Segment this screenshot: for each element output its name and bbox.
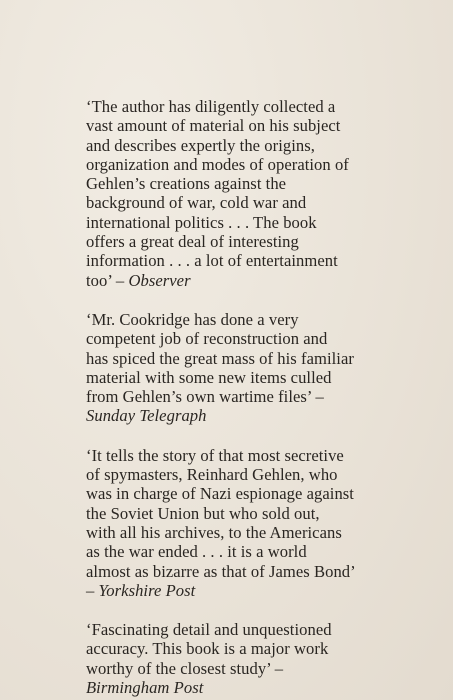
quote-line: material with some new items culled [86,367,332,387]
quote-closing-text: – [86,580,99,600]
review-quote-sunday-telegraph [86,310,435,426]
quote-line: vast amount of material on his subject [86,116,341,136]
quote-line: offers a great deal of interesting [86,232,299,252]
quote-line: from Gehlen’s own wartime files’ – [86,387,324,407]
quote-line: organization and modes of operation of [86,154,349,174]
quote-line: the Soviet Union but who sold out, [86,503,320,523]
quote-line: Gehlen’s creations against the [86,174,287,194]
quote-line: background of war, cold war and [86,193,307,213]
quote-source: Birmingham Post [86,678,204,698]
quote-attribution-line [86,581,435,600]
quote-line: ‘The author has diligently collected a [86,97,336,116]
review-quote-birmingham-post [86,620,435,697]
quote-line: accuracy. This book is a major work [86,639,329,659]
quote-source: Yorkshire Post [98,580,196,600]
quote-line: international politics . . . The book [86,212,317,232]
quote-line: ‘Fascinating detail and unquestioned [86,620,332,640]
quote-line: of spymasters, Reinhard Gehlen, who [86,465,338,485]
quote-source: Observer [128,270,191,290]
quote-attribution-line [86,406,435,425]
quote-attribution-line [86,271,435,290]
quote-line: information . . . a lot of entertainment [86,251,338,271]
quote-closing-text: too’ – [86,270,129,290]
quote-line: worthy of the closest study’ – [86,658,284,678]
quote-line: ‘It tells the story of that most secretive [86,445,344,465]
quote-line: with all his archives, to the Americans [86,522,342,542]
quote-line: ‘Mr. Cookridge has done a very [86,309,299,329]
quote-line: was in charge of Nazi espionage against [86,484,354,504]
quote-line: has spiced the great mass of his familiar [86,348,354,368]
review-quote-yorkshire-post [86,446,435,600]
quote-line: almost as bizarre as that of James Bond’ [86,561,356,581]
quote-line: and describes expertly the origins, [86,135,315,155]
quote-source: Sunday Telegraph [86,406,207,426]
quote-attribution-line [86,678,435,697]
quote-line: as the war ended . . . it is a world [86,542,307,562]
review-quote-observer [86,97,435,290]
quote-line: competent job of reconstruction and [86,329,328,349]
